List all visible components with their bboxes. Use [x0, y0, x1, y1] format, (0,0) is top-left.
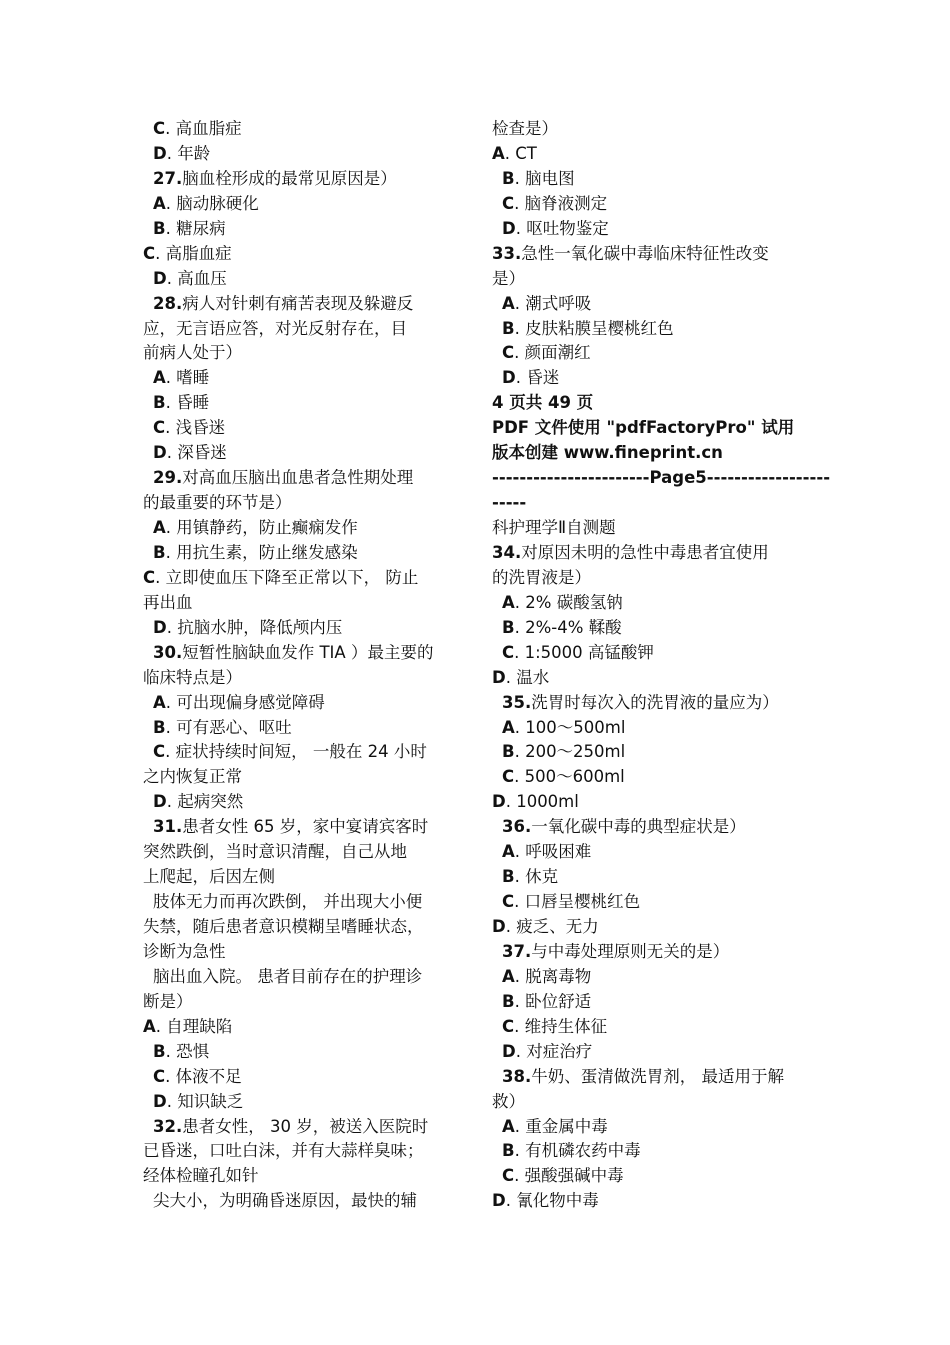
text-line: [143, 591, 463, 616]
item-text: 与中毒处理原则无关的是）: [531, 941, 730, 961]
item-label: A: [143, 1016, 156, 1036]
text-line: [492, 267, 812, 292]
item-text: . 维持生体征: [514, 1016, 608, 1036]
item-text: 一氧化碳中毒的典型症状是）: [531, 817, 746, 837]
text-line: [143, 616, 463, 641]
item-label: B: [502, 867, 515, 887]
item-label: A: [492, 143, 505, 163]
text-line: [492, 641, 812, 666]
item-text: . 症状持续时间短， 一般在 24 小时: [165, 742, 427, 762]
item-label: -----: [492, 493, 527, 513]
item-text: . 可出现偏身感觉障碍: [165, 692, 325, 712]
text-line: [492, 1115, 812, 1140]
item-text: . 呼吸困难: [514, 842, 592, 862]
item-label: D: [153, 443, 167, 463]
item-label: 28.: [153, 293, 183, 313]
item-text: . 有机磷农药中毒: [514, 1141, 641, 1161]
item-text: 科护理学Ⅱ自测题: [492, 518, 616, 537]
item-text: . 呕吐物鉴定: [515, 218, 609, 238]
item-label: D: [492, 667, 506, 687]
text-line: [492, 341, 812, 366]
text-line: [492, 691, 812, 716]
item-text: 脑出血入院。 患者目前存在的护理诊: [153, 966, 423, 986]
text-line: [143, 1090, 463, 1115]
item-text: 失禁，随后患者意识模糊呈嗜睡状态，: [143, 917, 424, 936]
item-label: C: [502, 892, 515, 912]
text-line: [143, 317, 463, 342]
item-text: 突然跌倒，当时意识清醒，自己从地: [143, 842, 407, 862]
text-line: [492, 391, 812, 416]
item-text: . 皮肤粘膜呈樱桃红色: [514, 318, 674, 338]
item-text: 洗胃时每次入的洗胃液的量应为）: [531, 692, 779, 712]
text-line: [143, 965, 463, 990]
item-label: 33.: [492, 243, 522, 263]
item-label: 35.: [502, 692, 532, 712]
item-label: D: [492, 917, 506, 936]
text-line: [143, 1115, 463, 1140]
item-text: 诊断为急性: [143, 941, 226, 961]
item-text: . 氰化物中毒: [505, 1191, 599, 1211]
right-text-column: [492, 117, 831, 1214]
item-label: A: [153, 518, 166, 537]
item-text: . 潮式呼吸: [514, 293, 592, 313]
item-text: . CT: [504, 143, 537, 163]
text-line: [143, 217, 463, 242]
text-line: [143, 391, 463, 416]
text-line: [492, 840, 812, 865]
text-line: [143, 516, 463, 541]
item-text: . 高血脂症: [165, 119, 242, 138]
item-label: B: [153, 393, 166, 413]
item-text: . 强酸强碱中毒: [514, 1166, 624, 1186]
item-label: D: [502, 1041, 516, 1061]
text-line: [143, 840, 463, 865]
item-text: 脑血栓形成的最常见原因是）: [182, 168, 397, 188]
item-text: . 疲乏、无力: [505, 917, 599, 936]
item-label: -----------------------Page5------------------: [492, 468, 831, 488]
text-line: [143, 491, 463, 516]
text-line: [143, 1015, 463, 1040]
text-line: [143, 566, 463, 591]
text-line: [143, 716, 463, 741]
item-text: 已昏迷，口吐白沫，并有大蒜样臭味；: [143, 1141, 424, 1161]
item-text: 牛奶、蛋清做洗胃剂， 最适用于解: [531, 1066, 784, 1086]
text-line: [492, 466, 831, 491]
item-label: D: [492, 1191, 506, 1211]
text-line: [492, 491, 812, 516]
item-text: . 用镇静药，防止癫痫发作: [165, 518, 358, 537]
item-label: D: [153, 617, 167, 637]
item-label: 29.: [153, 468, 183, 488]
item-label: B: [502, 617, 515, 637]
text-line: [143, 541, 463, 566]
item-label: D: [502, 218, 516, 238]
item-text: . 昏迷: [515, 368, 560, 388]
item-text: . 高脂血症: [155, 243, 232, 263]
item-text: . 脑动脉硬化: [165, 193, 259, 213]
item-text: . 对症治疗: [515, 1041, 593, 1061]
text-line: [143, 666, 463, 691]
item-text: 上爬起，后因左侧: [143, 867, 275, 887]
item-label: D: [492, 792, 506, 812]
item-text: 急性一氧化碳中毒临床特征性改变: [521, 243, 769, 263]
text-line: [143, 691, 463, 716]
text-line: [143, 790, 463, 815]
item-text: 应，无言语应答，对光反射存在，目: [143, 318, 407, 338]
text-line: [492, 217, 812, 242]
text-line: [492, 192, 812, 217]
text-line: [492, 292, 812, 317]
text-line: [143, 1139, 463, 1164]
item-text: . 体液不足: [165, 1066, 242, 1086]
item-text: . 昏睡: [165, 393, 210, 413]
item-label: B: [502, 1141, 515, 1161]
text-line: [143, 740, 463, 765]
item-text: . 卧位舒适: [514, 991, 592, 1011]
item-text: 短暂性脑缺血发作 TIA ）最主要的: [182, 642, 434, 662]
item-text: 救）: [492, 1091, 525, 1111]
text-line: [492, 1090, 812, 1115]
item-text: . 用抗生素，防止继发感染: [165, 542, 358, 562]
item-text: . 脱离毒物: [514, 966, 592, 986]
item-text: . 脑脊液测定: [514, 193, 608, 213]
item-label: A: [502, 293, 515, 313]
item-text: . 500～600ml: [514, 767, 625, 787]
item-label: 30.: [153, 642, 183, 662]
item-label: A: [502, 1116, 515, 1136]
item-text: . 1000ml: [505, 792, 579, 812]
text-line: [492, 815, 812, 840]
item-label: B: [502, 991, 515, 1011]
item-text: . 糖尿病: [165, 218, 226, 238]
item-text: 检查是）: [492, 119, 558, 138]
text-line: [143, 1164, 463, 1189]
text-line: [492, 865, 812, 890]
item-text: 经体检瞳孔如针: [143, 1166, 259, 1186]
text-line: [143, 1040, 463, 1065]
item-text: . 立即使血压下降至正常以下， 防止: [155, 567, 419, 587]
item-label: 38.: [502, 1066, 532, 1086]
item-text: . 颜面潮红: [514, 343, 591, 363]
text-line: [143, 865, 463, 890]
text-line: [492, 566, 812, 591]
text-line: [492, 167, 812, 192]
text-line: [492, 765, 812, 790]
item-label: A: [502, 592, 515, 612]
item-label: A: [502, 966, 515, 986]
text-line: [143, 416, 463, 441]
text-line: [143, 117, 463, 142]
item-label: 36.: [502, 817, 532, 837]
item-label: B: [502, 318, 515, 338]
item-label: 27.: [153, 168, 183, 188]
item-label: B: [153, 542, 166, 562]
item-label: C: [143, 567, 156, 587]
item-text: . 年龄: [166, 143, 211, 163]
text-line: [143, 242, 463, 267]
text-line: [143, 466, 463, 491]
text-line: [492, 1065, 812, 1090]
item-text: 的最重要的环节是）: [143, 493, 292, 513]
item-label: D: [153, 143, 167, 163]
item-label: 37.: [502, 941, 532, 961]
item-text: . 脑电图: [514, 168, 575, 188]
item-text: . 起病突然: [166, 792, 244, 812]
text-line: [143, 167, 463, 192]
item-label: C: [153, 119, 166, 138]
text-line: [143, 366, 463, 391]
item-label: C: [502, 343, 515, 363]
text-line: [492, 541, 812, 566]
text-line: [143, 815, 463, 840]
item-text: 对原因未明的急性中毒患者宜使用: [521, 542, 769, 562]
item-text: 患者女性 65 岁，家中宴请宾客时: [182, 817, 429, 837]
item-label: B: [502, 742, 515, 762]
item-text: 肢体无力而再次跌倒， 并出现大小便: [153, 892, 423, 912]
text-line: [492, 441, 812, 466]
item-label: C: [502, 193, 515, 213]
item-label: 31.: [153, 817, 183, 837]
text-line: [492, 915, 812, 940]
text-line: [492, 965, 812, 990]
item-label: D: [153, 268, 167, 288]
text-line: [492, 790, 812, 815]
item-text: 断是）: [143, 991, 193, 1011]
text-line: [143, 641, 463, 666]
text-line: [492, 1189, 812, 1214]
text-line: [143, 1065, 463, 1090]
text-line: [143, 441, 463, 466]
item-label: A: [153, 692, 166, 712]
text-line: [492, 1015, 812, 1040]
item-label: PDF 文件使用 "pdfFactoryPro" 试用: [492, 418, 795, 438]
text-line: [143, 940, 463, 965]
item-label: 34.: [492, 542, 522, 562]
item-label: D: [502, 368, 516, 388]
text-line: [492, 1164, 812, 1189]
text-line: [492, 142, 812, 167]
item-label: 版本创建 www.fineprint.cn: [492, 443, 723, 463]
text-line: [492, 990, 812, 1015]
item-label: C: [502, 642, 515, 662]
item-label: D: [153, 1091, 167, 1111]
text-line: [143, 915, 463, 940]
item-text: 临床特点是）: [143, 667, 242, 687]
text-line: [143, 990, 463, 1015]
left-text-column: [143, 117, 463, 1214]
item-label: A: [153, 368, 166, 388]
item-label: C: [153, 418, 166, 438]
item-text: . 100～500ml: [514, 717, 626, 737]
text-line: [492, 740, 812, 765]
item-label: C: [502, 767, 515, 787]
text-line: [492, 416, 812, 441]
item-text: . 高血压: [166, 268, 227, 288]
item-label: C: [502, 1016, 515, 1036]
item-label: D: [153, 792, 167, 812]
item-label: C: [502, 1166, 515, 1186]
text-line: [492, 117, 812, 142]
item-text: . 抗脑水肿，降低颅内压: [166, 617, 343, 637]
text-line: [143, 1189, 463, 1214]
text-line: [492, 716, 812, 741]
item-text: 对高血压脑出血患者急性期处理: [182, 468, 414, 488]
item-label: C: [153, 742, 166, 762]
item-text: 尖大小，为明确昏迷原因，最快的辅: [153, 1191, 417, 1211]
item-text: 前病人处于）: [143, 343, 242, 363]
item-text: . 休克: [514, 867, 559, 887]
item-text: . 温水: [505, 667, 550, 687]
text-line: [492, 940, 812, 965]
item-text: . 2%-4% 鞣酸: [514, 617, 622, 637]
text-line: [143, 765, 463, 790]
item-label: C: [153, 1066, 166, 1086]
text-line: [492, 242, 812, 267]
text-line: [492, 317, 812, 342]
item-text: 的洗胃液是）: [492, 567, 591, 587]
text-line: [143, 292, 463, 317]
text-line: [143, 341, 463, 366]
item-text: 患者女性， 30 岁，被送入医院时: [182, 1116, 429, 1136]
item-text: . 深昏迷: [166, 443, 227, 463]
item-text: . 可有恶心、呕吐: [165, 717, 292, 737]
text-line: [143, 192, 463, 217]
text-line: [492, 1040, 812, 1065]
item-text: . 知识缺乏: [166, 1091, 244, 1111]
item-label: B: [153, 218, 166, 238]
item-text: . 1:5000 高锰酸钾: [514, 642, 654, 662]
item-label: 32.: [153, 1116, 183, 1136]
item-text: . 浅昏迷: [165, 418, 226, 438]
item-text: . 口唇呈樱桃红色: [514, 892, 641, 912]
text-line: [492, 516, 812, 541]
item-label: 4 页共 49 页: [492, 393, 594, 413]
item-text: 之内恢复正常: [143, 767, 242, 787]
item-label: B: [153, 1041, 166, 1061]
item-text: . 自理缺陷: [155, 1016, 233, 1036]
item-text: . 重金属中毒: [514, 1116, 608, 1136]
text-line: [143, 142, 463, 167]
item-text: 病人对针刺有痛苦表现及躲避反: [182, 293, 414, 313]
item-text: . 200～250ml: [514, 742, 626, 762]
text-line: [492, 666, 812, 691]
item-text: 是）: [492, 268, 525, 288]
item-label: B: [153, 717, 166, 737]
item-text: . 2% 碳酸氢钠: [514, 592, 623, 612]
text-line: [492, 591, 812, 616]
item-text: . 恐惧: [165, 1041, 210, 1061]
item-label: A: [502, 717, 515, 737]
item-label: B: [502, 168, 515, 188]
text-line: [143, 267, 463, 292]
item-text: 再出血: [143, 592, 193, 612]
text-line: [492, 616, 812, 641]
text-line: [492, 366, 812, 391]
item-text: . 嗜睡: [165, 368, 210, 388]
text-line: [492, 890, 812, 915]
item-label: A: [153, 193, 166, 213]
item-label: A: [502, 842, 515, 862]
text-line: [143, 890, 463, 915]
item-label: C: [143, 243, 156, 263]
text-line: [492, 1139, 812, 1164]
